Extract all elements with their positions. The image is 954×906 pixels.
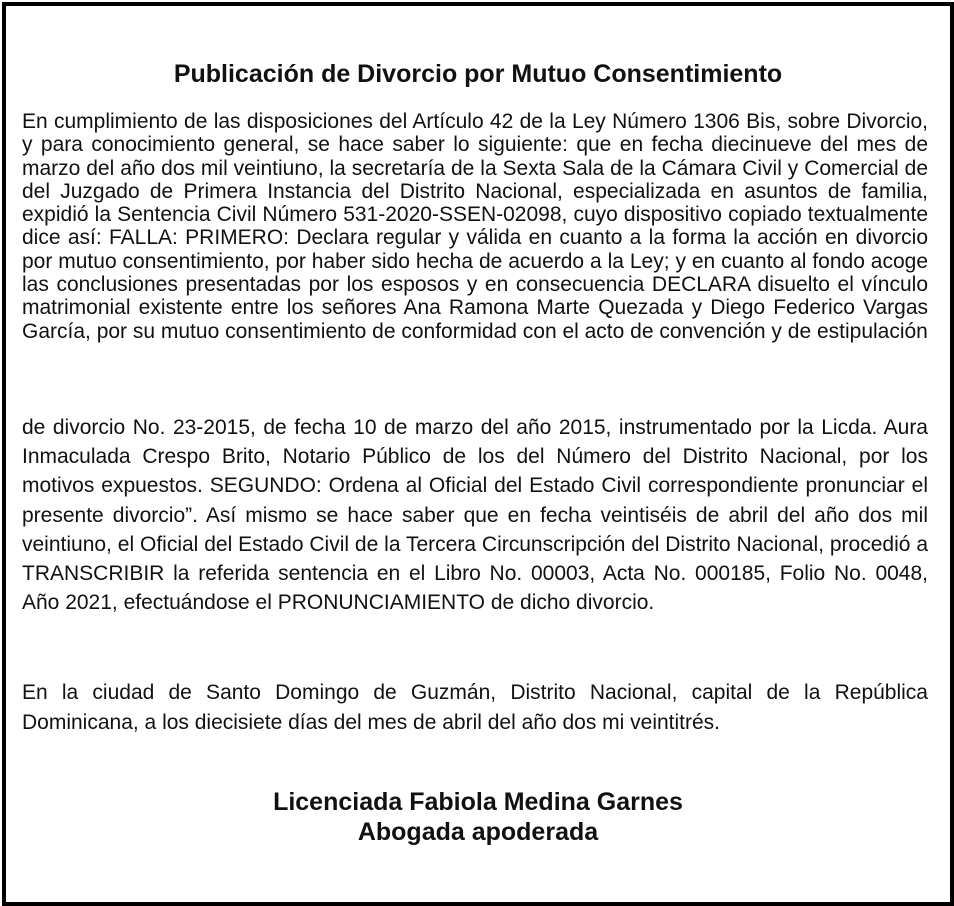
notice-title: Publicación de Divorcio por Mutuo Consentimiento [173, 60, 783, 88]
signature-role: Abogada apoderada [357, 818, 599, 846]
notice-frame [2, 2, 954, 906]
notice-paragraph-1-part-2: de divorcio No. 23-2015, de fecha 10 de marzo del año 2015, instrumentado por la Licda. Aura Inmaculada Crespo Brito, Notario Público de los del Número del Distrito Nacional, por los motivos expuestos. SEGUNDO: Ordena al Oficial del Estado Civil correspondiente pronunciar el presente divorcio”. Así mismo se hace saber que en fecha veintiséis de abril del año dos mil veintiuno, el Oficial del Estado Civil de la Tercera Circunscripción del Distrito Nacional, procedió a TRANSCRIBIR la referida sentencia en el Libro No. 00003, Acta No. 000185, Folio No. 0048, Año 2021, efectuándose el PRONUNCIAMIENTO de dicho divorcio. [22, 416, 928, 615]
signature-name: Licenciada Fabiola Medina Garnes [273, 788, 683, 816]
signature-block [6, 787, 950, 847]
notice-paragraph-1-part-1: En cumplimiento de las disposiciones del Artículo 42 de la Ley Número 1306 Bis, sobre Divorcio, y para conocimiento general, se hace saber lo siguiente: que en fecha diecinueve del mes de marzo del año dos mil veintiuno, la secretaría de la Sexta Sala de la Cámara Civil y Comercial de del Juzgado de Primera Instancia del Distrito Nacional, especializada en asuntos de familia, expidió la Sentencia Civil Número 531-2020-SSEN-02098, cuyo dispositivo copiado textualmente dice así: FALLA: PRIMERO: Declara regular y válida en cuanto a la forma la acción en divorcio por mutuo consentimiento, por haber sido hecha de acuerdo a la Ley; y en cuanto al fondo acoge las conclusiones presentadas por los esposos y en consecuencia DECLARA disuelto el vínculo matrimonial existente entre los señores Ana Ramona Marte Quezada y Diego Federico Vargas García, por su mutuo consentimiento de conformidad con el acto de convención y de estipulación [22, 110, 928, 343]
notice-paragraph-2: En la ciudad de Santo Domingo de Guzmán, Distrito Nacional, capital de la República Dominicana, a los diecisiete días del mes de abril del año dos mi veintitrés. [22, 681, 928, 734]
